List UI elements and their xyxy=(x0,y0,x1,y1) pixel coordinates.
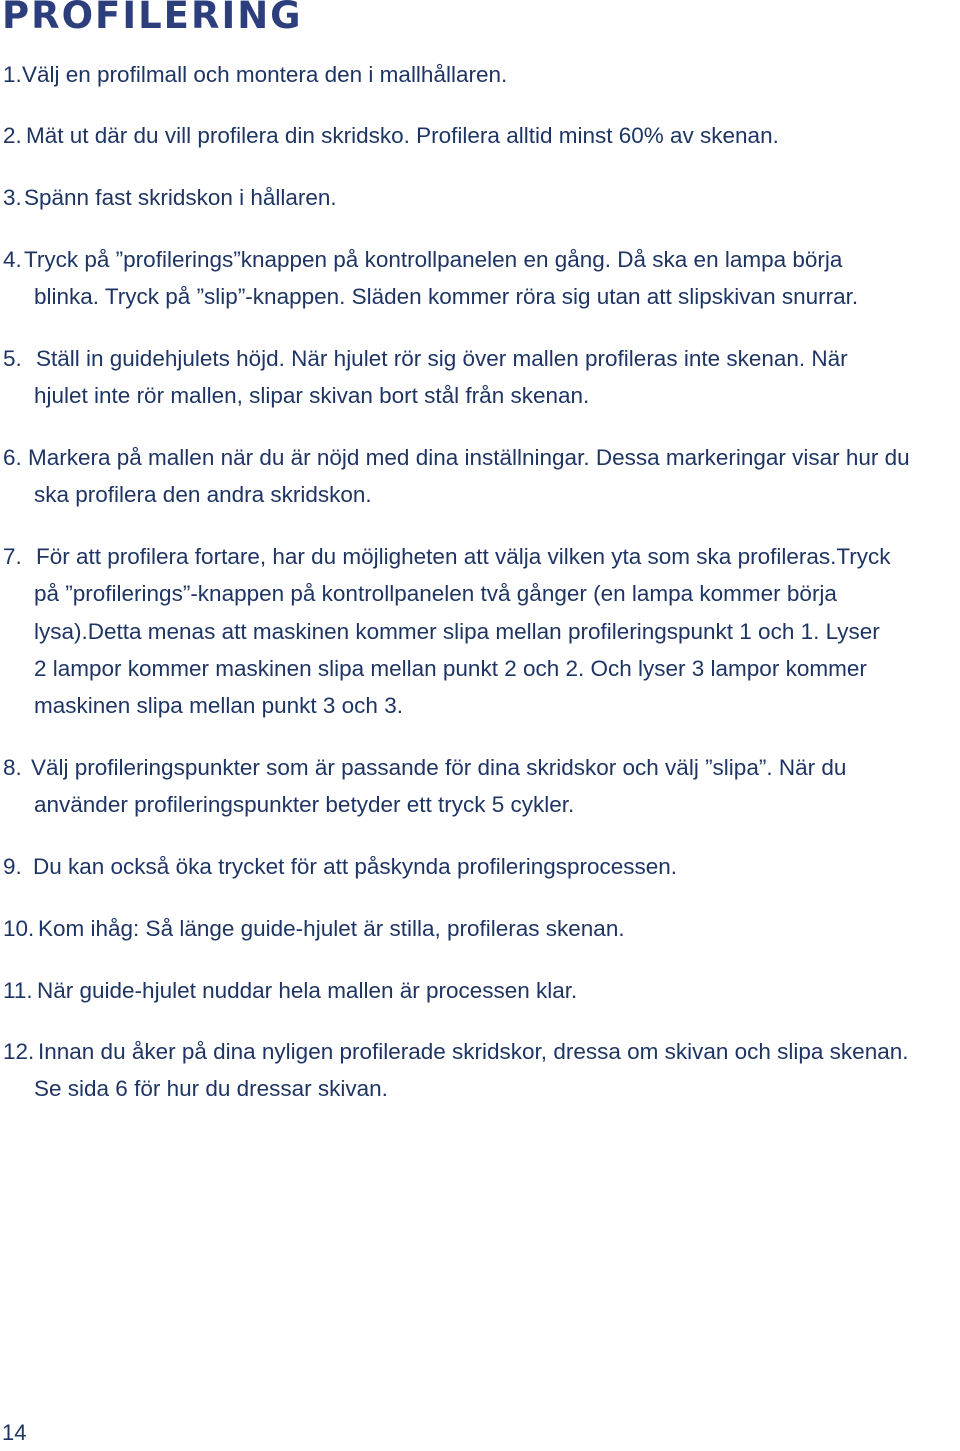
step-11 xyxy=(0,972,956,1009)
step-9 xyxy=(0,848,956,885)
step-number: 7. xyxy=(3,544,22,569)
step-12 xyxy=(0,1033,956,1108)
step-text-line: Välj en profilmall och montera den i mallhållaren. xyxy=(22,62,508,87)
step-text-line: 2 lampor kommer maskinen slipa mellan punkt 2 och 2. Och lyser 3 lampor kommer xyxy=(34,655,867,681)
step-text-line: Spänn fast skridskon i hållaren. xyxy=(24,185,337,210)
step-number: 10. xyxy=(3,916,35,941)
step-text-line: Innan du åker på dina nyligen profilerade skridskor, dressa om skivan och slipa skenan. xyxy=(38,1039,909,1064)
step-1 xyxy=(0,56,956,93)
step-number: 3. xyxy=(3,185,22,210)
step-text-line: Du kan också öka trycket för att påskynda profileringsprocessen. xyxy=(33,854,678,879)
step-text-line: Se sida 6 för hur du dressar skivan. xyxy=(34,1076,388,1102)
step-text-line: lysa).Detta menas att maskinen kommer slipa mellan profileringspunkt 1 och 1. Lyser xyxy=(34,618,880,644)
step-number: 1. xyxy=(3,62,22,87)
step-text-line: hjulet inte rör mallen, slipar skivan bort stål från skenan. xyxy=(34,383,590,409)
step-text-line: på ”profilerings”-knappen på kontrollpanelen två gånger (en lampa kommer börja xyxy=(34,581,837,607)
step-text-line: Mät ut där du vill profilera din skridsko. Profilera alltid minst 60% av skenan. xyxy=(26,123,779,148)
step-text-line: Tryck på ”profilerings”knappen på kontrollpanelen en gång. Då ska en lampa börja xyxy=(24,247,843,272)
step-6 xyxy=(0,439,956,514)
step-number: 4. xyxy=(3,247,22,272)
step-number: 9. xyxy=(3,854,22,879)
page-title: PROFILERING xyxy=(2,0,303,37)
step-text-line: ska profilera den andra skridskon. xyxy=(34,482,372,508)
step-text-line: använder profileringspunkter betyder ett tryck 5 cykler. xyxy=(34,792,575,818)
step-text-line: Ställ in guidehjulets höjd. När hjulet rör sig över mallen profileras inte skenan. När xyxy=(36,346,848,371)
step-text-line: Kom ihåg: Så länge guide-hjulet är stilla, profileras skenan. xyxy=(38,916,625,941)
step-number: 12. xyxy=(3,1039,35,1064)
step-5 xyxy=(0,340,956,415)
step-2 xyxy=(0,117,956,154)
step-3 xyxy=(0,179,956,216)
step-text-line: Markera på mallen när du är nöjd med dina inställningar. Dessa markeringar visar hur du xyxy=(28,445,910,470)
step-text-line: För att profilera fortare, har du möjligheten att välja vilken yta som ska profileras.Tryck xyxy=(36,544,891,569)
step-text-line: blinka. Tryck på ”slip”-knappen. Släden kommer röra sig utan att slipskivan snurrar. xyxy=(34,284,859,310)
step-number: 11. xyxy=(3,978,33,1003)
page-number: 14 xyxy=(2,1420,27,1445)
step-text-line: Välj profileringspunkter som är passande för dina skridskor och välj ”slipa”. När du xyxy=(31,755,847,780)
step-number: 5. xyxy=(3,346,22,371)
step-number: 2. xyxy=(3,123,22,148)
step-number: 6. xyxy=(3,445,22,470)
step-7 xyxy=(0,538,956,724)
step-text-line: maskinen slipa mellan punkt 3 och 3. xyxy=(34,693,403,719)
step-10 xyxy=(0,910,956,947)
step-text-line: När guide-hjulet nuddar hela mallen är processen klar. xyxy=(37,978,578,1003)
step-number: 8. xyxy=(3,755,22,780)
step-4 xyxy=(0,241,956,316)
step-8 xyxy=(0,749,956,824)
